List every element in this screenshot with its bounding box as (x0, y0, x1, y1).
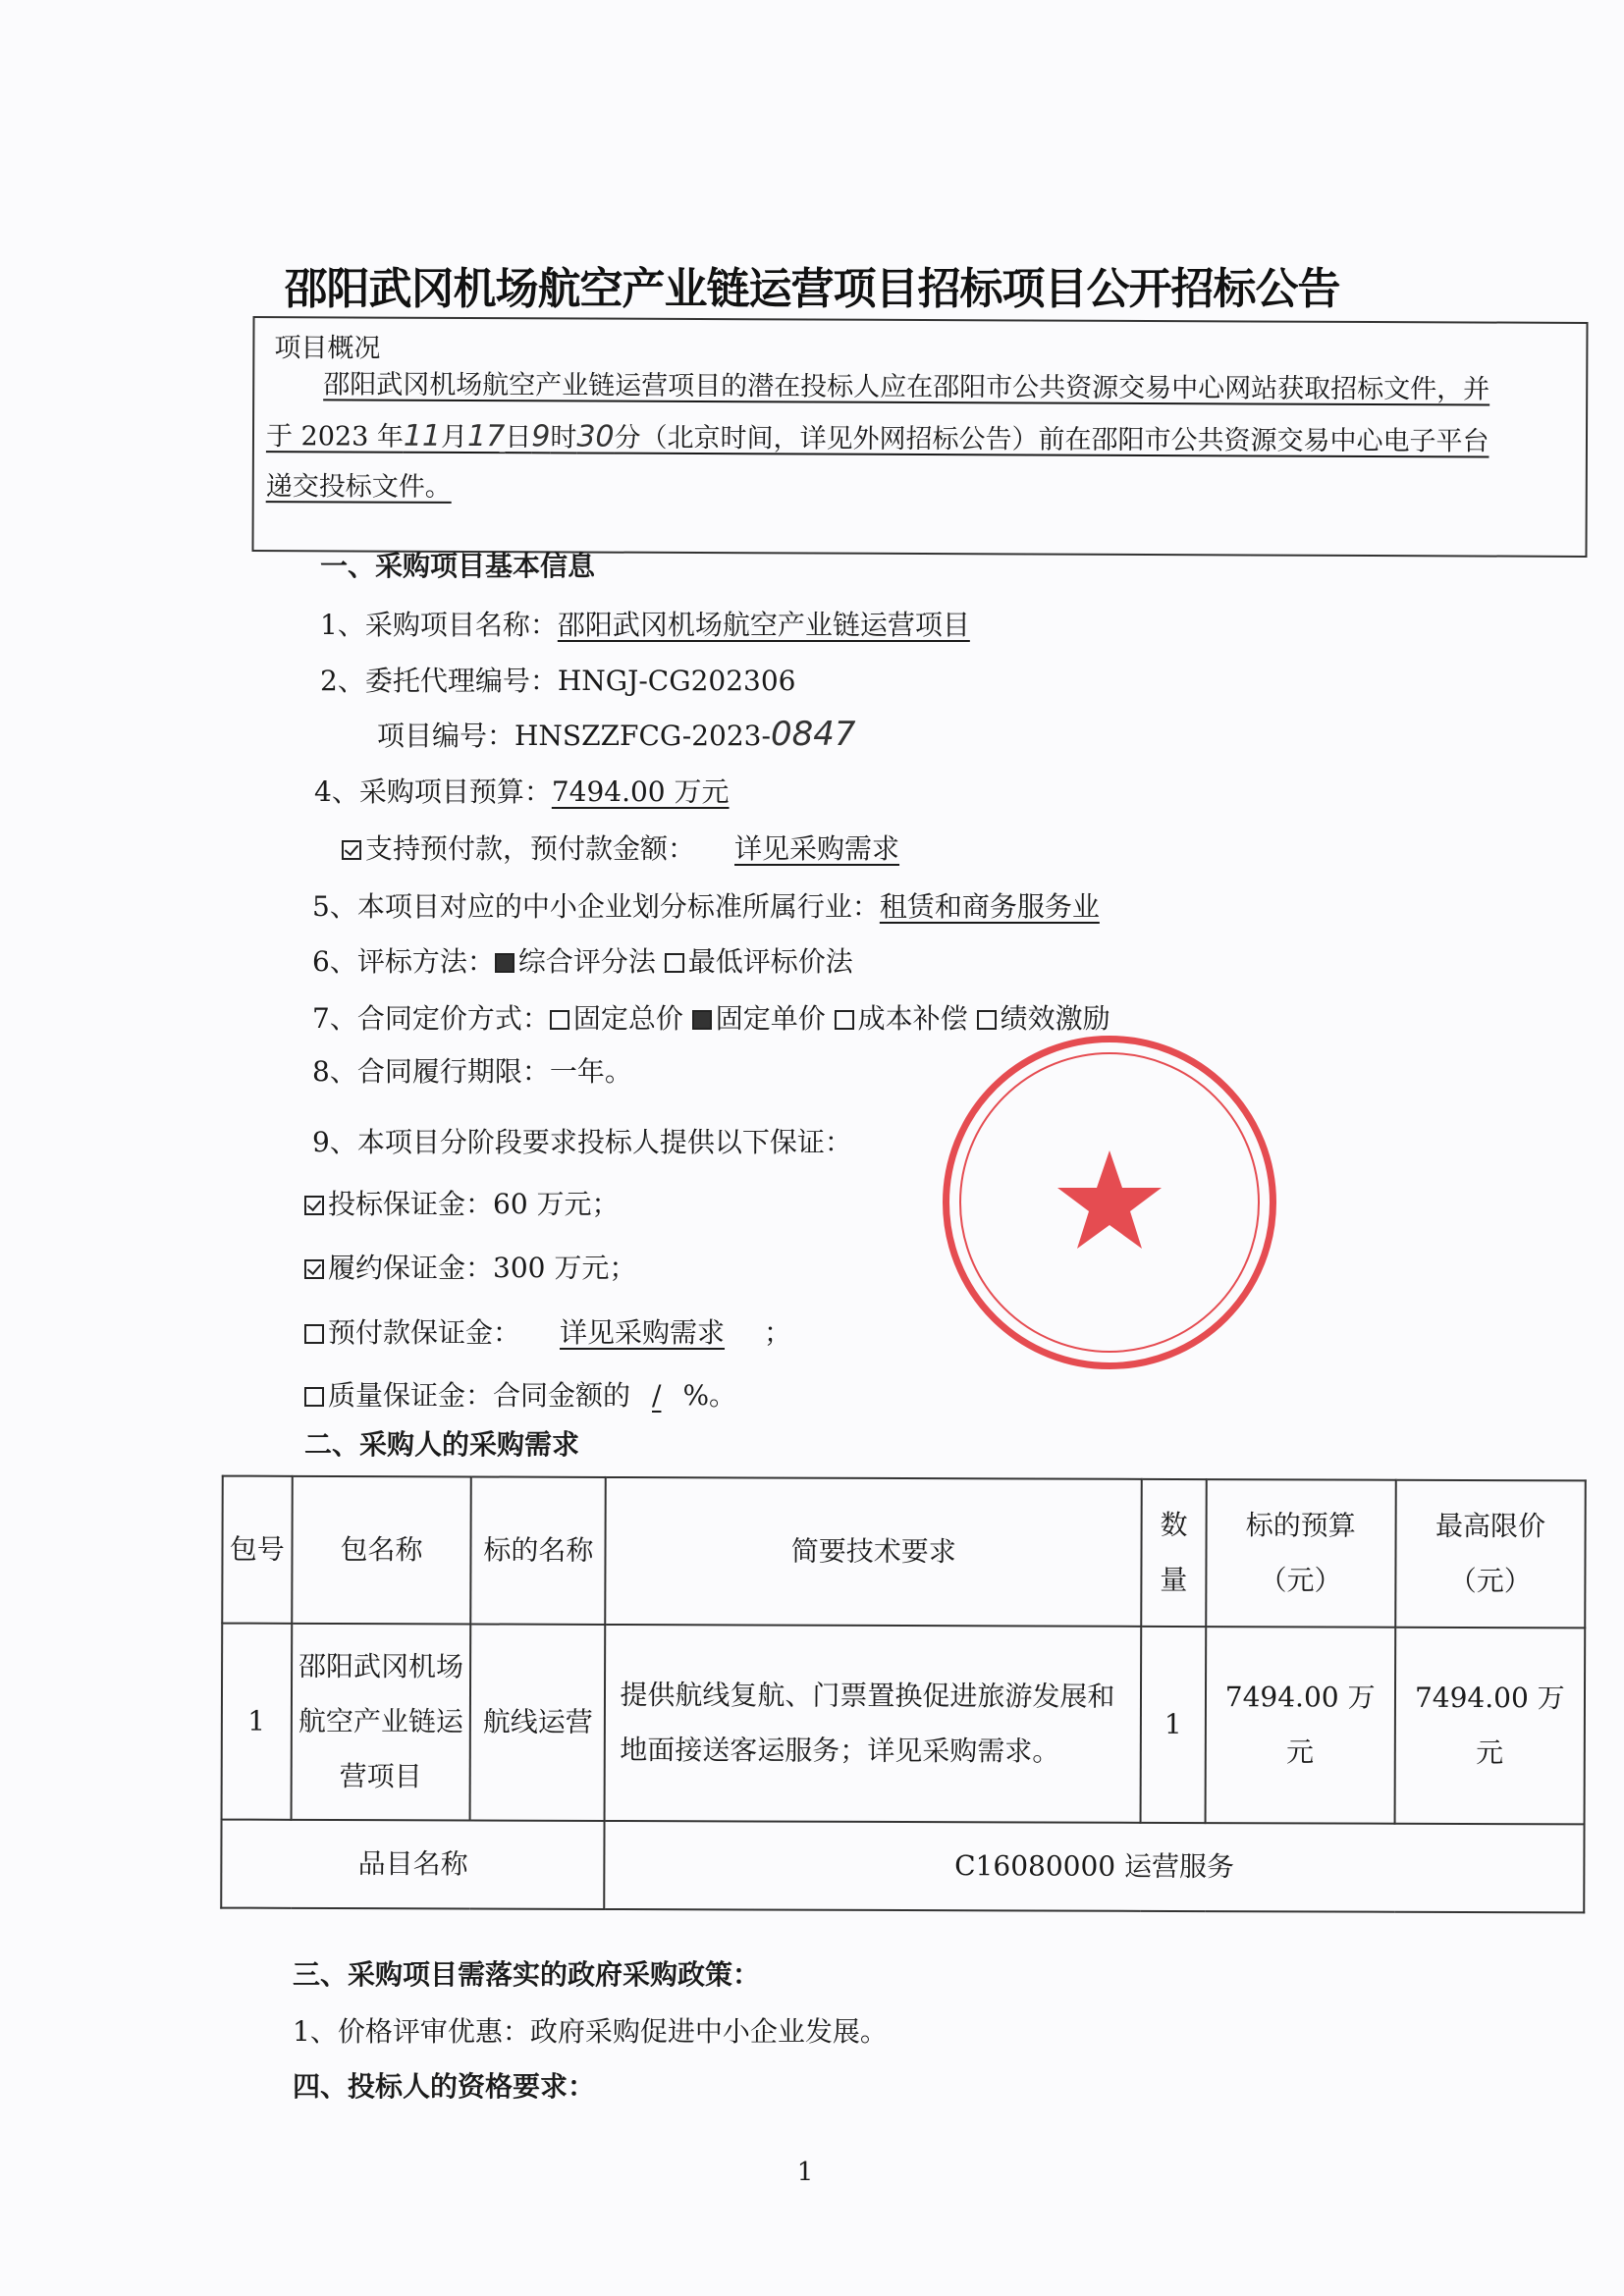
item7-pricing-method (312, 997, 1110, 1037)
item5-value: 租赁和商务服务业 (879, 890, 1100, 923)
table-row (222, 1624, 1586, 1825)
item8-contract-period: 8、合同履行期限：一年。 (312, 1055, 632, 1088)
company-seal (943, 1036, 1276, 1369)
item5-label: 5、本项目对应的中小企业划分标准所属行业： (312, 890, 880, 923)
seal-star-icon (1057, 1150, 1162, 1249)
handwritten-day: 17 (466, 418, 506, 454)
cell-quantity: 1 (1141, 1627, 1206, 1823)
item6-label: 6、评标方法： (312, 945, 495, 978)
handwritten-minute: 30 (576, 419, 615, 454)
prepayment-support (342, 828, 939, 867)
bid-bond (304, 1183, 620, 1222)
procurement-requirements-table (220, 1475, 1587, 1914)
header-budget: 标的预算（元） (1206, 1479, 1396, 1628)
item7-option1: 固定总价 (572, 1002, 683, 1035)
checkbox-filled-icon (495, 953, 514, 973)
cell-pkg-name: 邵阳武冈机场航空产业链运营项目 (291, 1624, 471, 1821)
item1-value: 邵阳武冈机场航空产业链运营项目 (557, 609, 970, 641)
header-subject: 标的名称 (471, 1476, 606, 1624)
handwritten-month: 11 (403, 418, 442, 454)
cell-subject: 航线运营 (470, 1624, 606, 1820)
checkbox-empty-icon (665, 953, 684, 973)
performance-bond (304, 1247, 636, 1286)
checkbox-empty-icon (304, 1387, 324, 1407)
cell-pkg-no: 1 (222, 1624, 292, 1820)
section3-item1: 1、价格评审优惠：政府采购促进中小企业发展。 (293, 2015, 888, 2048)
section4-heading: 四、投标人的资格要求： (293, 2070, 596, 2103)
item4-budget (314, 771, 730, 810)
header-quantity: 数量 (1141, 1479, 1206, 1627)
quality-bond-label: 质量保证金：合同金额的 (328, 1379, 631, 1412)
quality-bond-end: %。 (682, 1379, 737, 1412)
cell-category-label: 品目名称 (221, 1820, 605, 1909)
item7-option4: 绩效激励 (1000, 1002, 1110, 1035)
item2-agent-code (320, 660, 795, 699)
prepay-label: 支持预付款，预付款金额： (365, 832, 696, 865)
overview-day-text: 日 (505, 422, 532, 454)
quality-bond-value: / (652, 1379, 662, 1412)
item7-label: 7、合同定价方式： (312, 1002, 550, 1035)
overview-line-1: 邵阳武冈机场航空产业链运营项目的潜在投标人应在邵阳市公共资源交易中心网站获取招标文件，并 (323, 369, 1490, 405)
handwritten-project-number: 0847 (770, 715, 856, 754)
item6-evaluation-method (312, 940, 853, 980)
item4-label: 4、采购项目预算： (314, 775, 552, 808)
checkbox-checked-icon (342, 840, 361, 860)
checkbox-empty-icon (835, 1010, 854, 1030)
item2-label: 2、委托代理编号： (320, 665, 558, 697)
project-number (377, 715, 855, 754)
checkbox-filled-icon (692, 1010, 712, 1030)
item2-value: HNGJ-CG202306 (557, 665, 796, 697)
checkbox-empty-icon (304, 1324, 324, 1344)
bid-bond-text: 投标保证金：60 万元； (328, 1188, 620, 1220)
checkbox-empty-icon (977, 1010, 997, 1030)
prepayment-bond-label: 预付款保证金： (328, 1316, 521, 1349)
checkbox-empty-icon (550, 1010, 569, 1030)
item1-project-name (320, 604, 970, 643)
seal-graphic (949, 1042, 1270, 1362)
quality-bond (304, 1374, 736, 1414)
checkbox-checked-icon (304, 1196, 324, 1215)
item7-option3: 成本补偿 (857, 1002, 968, 1035)
overview-hour-text: 时 (550, 422, 577, 454)
overview-month-text: 月 (441, 421, 468, 453)
project-overview-box (251, 316, 1588, 558)
cell-requirements: 提供航线复航、门票置换促进旅游发展和地面接送客运服务；详见采购需求。 (605, 1625, 1141, 1823)
overview-deadline-text: 分（北京时间，详见外网招标公告）前在邵阳市公共资源交易中心电子平台 (614, 422, 1489, 457)
overview-line-2 (266, 410, 1572, 468)
header-requirements: 简要技术要求 (606, 1477, 1142, 1627)
overview-year-text: 于 2023 年 (265, 421, 404, 453)
header-pkg-name: 包名称 (292, 1476, 471, 1625)
overview-label: 项目概况 (274, 333, 381, 364)
project-number-label: 项目编号： (377, 720, 515, 752)
item9-guarantees: 9、本项目分阶段要求投标人提供以下保证： (312, 1126, 852, 1158)
page-number: 1 (796, 2158, 814, 2187)
section3-heading: 三、采购项目需落实的政府采购政策： (293, 1958, 761, 1991)
prepayment-bond-value: 详见采购需求 (560, 1316, 726, 1349)
checkbox-checked-icon (304, 1259, 324, 1279)
document-title: 邵阳武冈机场航空产业链运营项目招标项目公开招标公告 (284, 264, 1340, 314)
header-max-price: 最高限价（元） (1395, 1480, 1586, 1629)
header-pkg-no: 包号 (222, 1476, 292, 1624)
item7-option2: 固定单价 (715, 1002, 826, 1035)
prepay-value: 详见采购需求 (734, 832, 900, 865)
item6-option2: 最低评标价法 (687, 945, 853, 978)
item1-label: 1、采购项目名称： (320, 609, 558, 641)
section1-heading: 一、采购项目基本信息 (320, 550, 596, 582)
cell-budget: 7494.00 万元 (1205, 1627, 1395, 1824)
project-number-value: HNSZZFCG-2023- (514, 720, 771, 752)
prepayment-bond (304, 1311, 791, 1351)
item5-industry (312, 885, 1100, 925)
cell-category-value: C16080000 运营服务 (605, 1821, 1585, 1912)
handwritten-hour: 9 (531, 419, 551, 454)
prepayment-bond-end: ； (764, 1316, 792, 1349)
table-header-row (222, 1476, 1586, 1629)
performance-bond-text: 履约保证金：300 万元； (328, 1252, 637, 1284)
cell-max-price: 7494.00 万元 (1394, 1628, 1585, 1825)
section2-heading: 二、采购人的采购需求 (304, 1428, 580, 1461)
overview-line-3: 递交投标文件。 (265, 471, 452, 503)
item6-option1: 综合评分法 (517, 945, 656, 978)
table-category-row (221, 1820, 1584, 1913)
item4-value: 7494.00 万元 (551, 775, 730, 808)
